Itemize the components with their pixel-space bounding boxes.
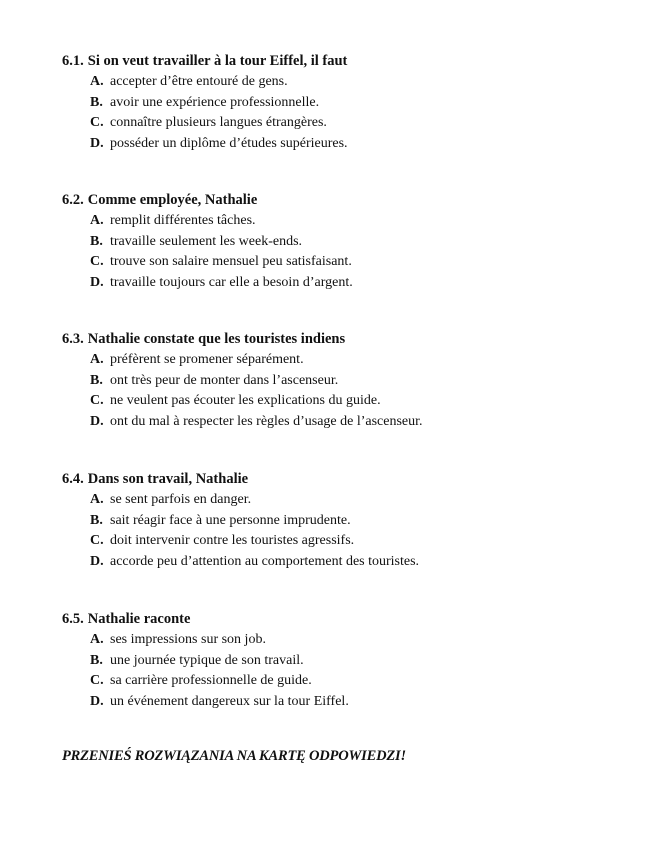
- option-text: connaître plusieurs langues étrangères.: [110, 115, 327, 131]
- option-c: [62, 391, 622, 412]
- option-text: préfèrent se promener séparément.: [110, 352, 304, 367]
- option-text: trouve son salaire mensuel peu satisfaisant.: [110, 254, 352, 270]
- option-letter: D.: [90, 554, 104, 570]
- option-text: sa carrière professionnelle de guide.: [110, 673, 312, 689]
- question-stem: [62, 329, 622, 349]
- option-letter: A.: [90, 632, 104, 647]
- question-number: 6.2.: [62, 192, 84, 208]
- option-letter: B.: [90, 233, 103, 249]
- option-d: [62, 412, 622, 433]
- question-text: Si on veut travailler à la tour Eiffel, il faut: [87, 53, 348, 69]
- option-d: [62, 552, 622, 573]
- option-letter: B.: [90, 512, 103, 528]
- option-a: [62, 490, 622, 511]
- question-stem: [62, 469, 622, 489]
- option-letter: B.: [90, 652, 103, 668]
- question-text: Nathalie constate que les touristes indiens: [87, 331, 346, 347]
- option-letter: C.: [90, 115, 104, 131]
- question-number: 6.3.: [62, 331, 84, 347]
- option-letter: B.: [90, 94, 103, 110]
- question-6-2: [62, 190, 622, 294]
- option-b: [62, 511, 622, 532]
- option-letter: C.: [90, 393, 104, 409]
- option-text: ne veulent pas écouter les explications du guide.: [110, 393, 381, 409]
- option-letter: A.: [90, 213, 104, 228]
- option-text: un événement dangereux sur la tour Eiffel.: [110, 694, 349, 710]
- answer-options: [62, 490, 622, 573]
- option-c: [62, 252, 622, 273]
- answer-options: [62, 72, 622, 155]
- option-text: remplit différentes tâches.: [110, 213, 256, 228]
- option-d: [62, 692, 622, 713]
- question-text: Nathalie raconte: [87, 611, 191, 627]
- option-a: [62, 350, 622, 371]
- question-6-5: [62, 609, 622, 713]
- option-b: [62, 371, 622, 392]
- option-b: [62, 93, 622, 114]
- option-letter: D.: [90, 414, 104, 430]
- option-text: une journée typique de son travail.: [110, 652, 304, 668]
- question-number: 6.1.: [62, 53, 84, 69]
- option-c: [62, 531, 622, 552]
- transfer-answers-instruction: PRZENIEŚ ROZWIĄZANIA NA KARTĘ ODPOWIEDZI!: [62, 748, 406, 764]
- option-text: accorde peu d’attention au comportement des touristes.: [110, 554, 420, 570]
- question-number: 6.4.: [62, 471, 84, 487]
- question-stem: [62, 609, 622, 629]
- answer-options: [62, 350, 622, 433]
- option-text: ont très peur de monter dans l’ascenseur.: [110, 372, 339, 388]
- option-a: [62, 211, 622, 232]
- option-letter: B.: [90, 372, 103, 388]
- option-text: posséder un diplôme d’études supérieures.: [110, 136, 348, 152]
- option-text: sait réagir face à une personne imprudente.: [110, 512, 351, 528]
- option-letter: A.: [90, 492, 104, 507]
- answer-options: [62, 630, 622, 713]
- question-6-3: [62, 329, 622, 433]
- option-a: [62, 72, 622, 93]
- question-text: Dans son travail, Nathalie: [87, 471, 249, 487]
- option-text: se sent parfois en danger.: [110, 492, 252, 507]
- option-text: ont du mal à respecter les règles d’usage de l’ascenseur.: [110, 414, 423, 430]
- option-d: [62, 273, 622, 294]
- option-c: [62, 671, 622, 692]
- option-text: travaille toujours car elle a besoin d’argent.: [110, 275, 353, 291]
- option-b: [62, 651, 622, 672]
- option-letter: D.: [90, 275, 104, 291]
- option-text: ses impressions sur son job.: [110, 632, 266, 647]
- option-d: [62, 134, 622, 155]
- option-text: doit intervenir contre les touristes agressifs.: [110, 533, 355, 549]
- answer-options: [62, 211, 622, 294]
- option-letter: D.: [90, 136, 104, 152]
- question-6-4: [62, 469, 622, 573]
- option-letter: C.: [90, 673, 104, 689]
- question-number: 6.5.: [62, 611, 84, 627]
- question-6-1: [62, 51, 622, 155]
- option-letter: A.: [90, 74, 104, 89]
- option-text: accepter d’être entouré de gens.: [110, 74, 288, 89]
- question-stem: [62, 51, 622, 71]
- option-c: [62, 113, 622, 134]
- option-letter: C.: [90, 533, 104, 549]
- question-text: Comme employée, Nathalie: [87, 192, 258, 208]
- option-text: avoir une expérience professionnelle.: [110, 94, 320, 110]
- question-stem: [62, 190, 622, 210]
- option-b: [62, 232, 622, 253]
- option-a: [62, 630, 622, 651]
- option-letter: C.: [90, 254, 104, 270]
- option-letter: A.: [90, 352, 104, 367]
- option-text: travaille seulement les week-ends.: [110, 233, 303, 249]
- option-letter: D.: [90, 694, 104, 710]
